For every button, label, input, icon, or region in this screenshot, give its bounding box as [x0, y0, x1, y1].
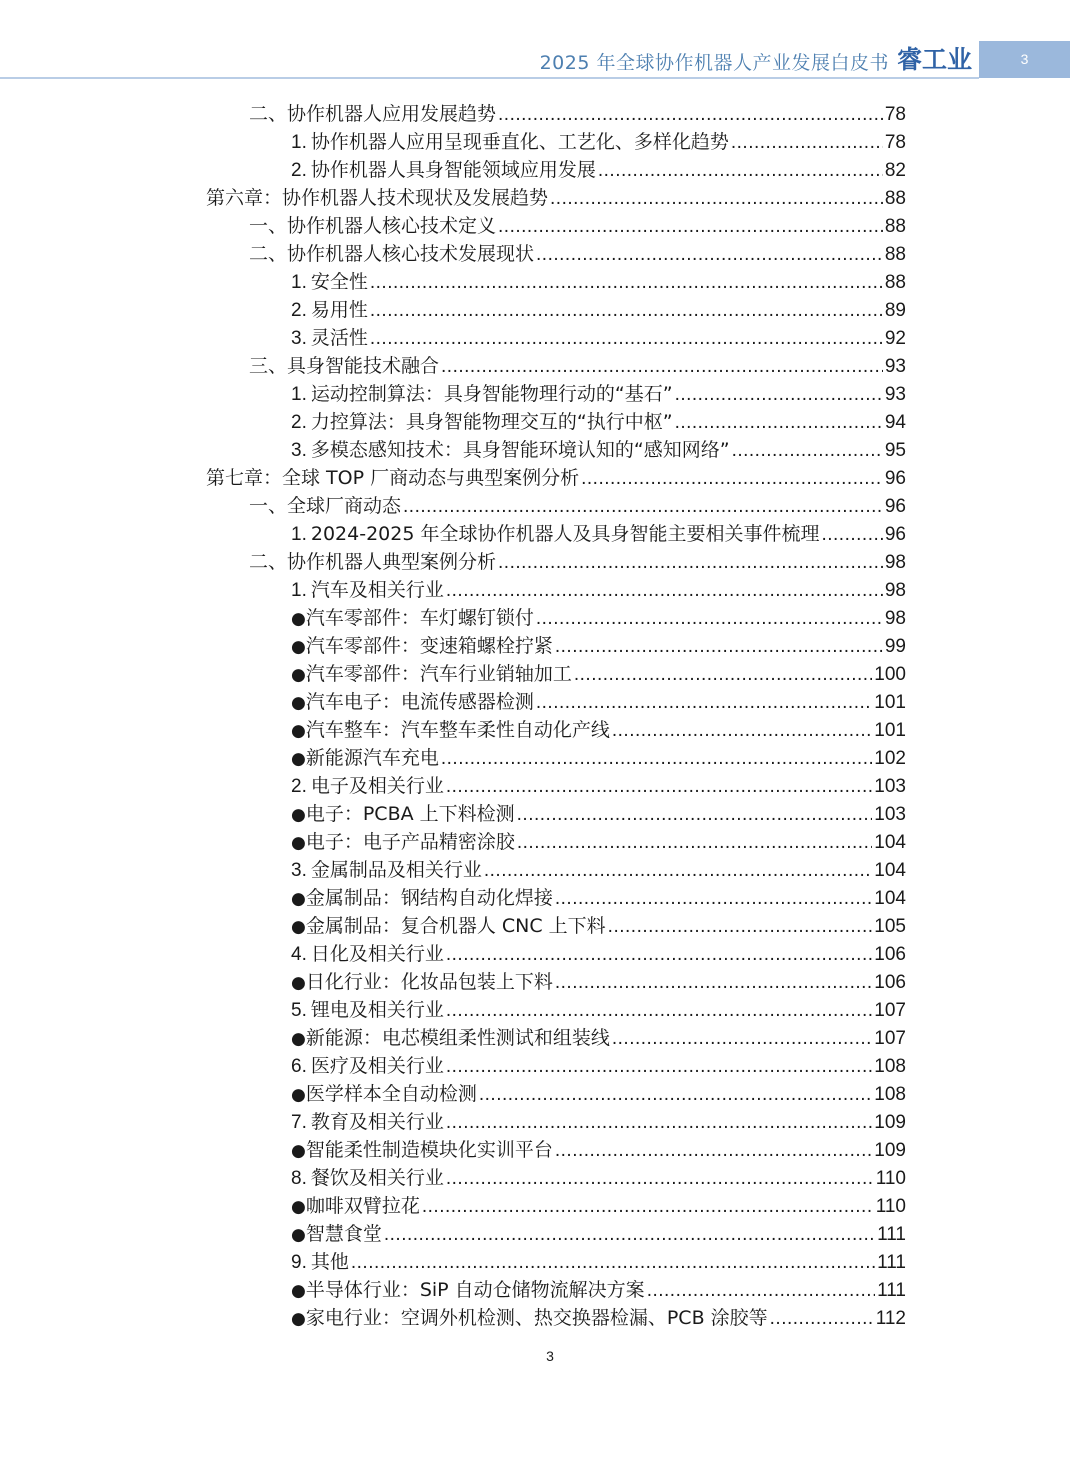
toc-entry-page: 111: [877, 1224, 906, 1245]
toc-entry-number: 8.: [291, 1168, 307, 1189]
toc-entry-label: 锂电及相关行业: [310, 999, 444, 1021]
toc-entry-page: 112: [875, 1308, 906, 1329]
toc-entry-page: 109: [874, 1112, 906, 1133]
bullet-icon: ●: [291, 665, 306, 685]
toc-entry-label: 安全性: [310, 271, 368, 293]
toc-entry-page: 94: [884, 412, 906, 433]
bullet-icon: ●: [291, 749, 306, 769]
bullet-icon: ●: [291, 889, 306, 909]
toc-entry[interactable]: [291, 1304, 906, 1332]
toc-entry-page: 96: [884, 524, 906, 545]
toc-entry-page: 98: [884, 580, 906, 601]
dot-leader: [675, 381, 883, 409]
toc-entry-label: 汽车及相关行业: [310, 579, 444, 601]
toc-entry-page: 78: [884, 132, 906, 153]
toc-entry-label: 教育及相关行业: [310, 1111, 444, 1133]
dot-leader: [422, 1193, 874, 1221]
dot-leader: [731, 129, 883, 157]
toc-entry-label: 汽车零部件：变速箱螺栓拧紧: [305, 635, 553, 657]
toc-entry-page: 106: [874, 972, 906, 993]
toc-entry[interactable]: [291, 884, 906, 912]
toc-entry[interactable]: [249, 212, 906, 240]
toc-entry[interactable]: [291, 1108, 906, 1136]
toc-entry-page: 82: [884, 160, 906, 181]
toc-entry-label: 金属制品：复合机器人 CNC 上下料: [305, 915, 606, 937]
dot-leader: [536, 689, 872, 717]
dot-leader: [446, 997, 872, 1025]
toc-entry[interactable]: [206, 184, 906, 212]
toc-entry-label: 金属制品及相关行业: [310, 859, 482, 881]
dot-leader: [498, 549, 883, 577]
toc-entry-page: 88: [884, 188, 906, 209]
bullet-icon: ●: [291, 637, 306, 657]
dot-leader: [446, 1109, 872, 1137]
toc-entry-label: 2024-2025 年全球协作机器人及具身智能主要相关事件梳理: [310, 523, 820, 545]
toc-entry-page: 98: [884, 552, 906, 573]
toc-entry-page: 88: [884, 216, 906, 237]
toc-entry-label: 运动控制算法：具身智能物理行动的“基石”: [310, 383, 673, 405]
toc-entry-page: 93: [884, 356, 906, 377]
toc-entry-number: 1.: [291, 132, 307, 153]
toc-entry[interactable]: [291, 660, 906, 688]
toc-entry-page: 101: [874, 720, 906, 741]
toc-entry-number: 3.: [291, 328, 307, 349]
toc-entry-number: 3.: [291, 860, 307, 881]
toc-entry-label: 电子：电子产品精密涂胶: [305, 831, 515, 853]
bullet-icon: ●: [291, 1309, 306, 1329]
bullet-icon: ●: [291, 917, 306, 937]
toc-entry-page: 108: [874, 1084, 906, 1105]
bullet-icon: ●: [291, 1029, 306, 1049]
dot-leader: [441, 745, 872, 773]
toc-entry[interactable]: [291, 380, 906, 408]
toc-entry-page: 98: [884, 608, 906, 629]
footer-page-number: 3: [546, 1348, 554, 1364]
toc-entry[interactable]: [291, 604, 906, 632]
toc-entry[interactable]: [291, 716, 906, 744]
toc-entry-label: 新能源汽车充电: [305, 747, 439, 769]
toc-entry-label: 新能源：电芯模组柔性测试和组装线: [305, 1027, 610, 1049]
bullet-icon: ●: [291, 1085, 306, 1105]
dot-leader: [555, 885, 872, 913]
toc-entry-number: 9.: [291, 1252, 307, 1273]
toc-entry-number: 2.: [291, 412, 307, 433]
toc-entry-label: 智慧食堂: [305, 1223, 382, 1245]
toc-entry-page: 107: [874, 1000, 906, 1021]
toc-entry-label: 汽车零部件：汽车行业销轴加工: [305, 663, 572, 685]
toc-entry-label: 易用性: [310, 299, 368, 321]
toc-entry-label: 多模态感知技术：具身智能环境认知的“感知网络”: [310, 439, 730, 461]
toc-entry-page: 105: [874, 916, 906, 937]
toc-entry-page: 108: [874, 1056, 906, 1077]
toc-entry-number: 4.: [291, 944, 307, 965]
toc-entry[interactable]: [249, 240, 906, 268]
bullet-icon: ●: [291, 609, 306, 629]
dot-leader: [555, 1137, 872, 1165]
dot-leader: [446, 1165, 874, 1193]
toc-entry-page: 89: [884, 300, 906, 321]
dot-leader: [821, 521, 882, 549]
dot-leader: [517, 829, 872, 857]
toc-entry-label: 协作机器人典型案例分析: [287, 551, 497, 573]
toc-entry-label: 日化及相关行业: [310, 943, 444, 965]
toc-entry-label: 日化行业：化妆品包装上下料: [305, 971, 553, 993]
toc-entry-label: 半导体行业：SiP 自动仓储物流解决方案: [305, 1279, 645, 1301]
toc-entry[interactable]: [249, 492, 906, 520]
toc-entry-page: 110: [875, 1168, 906, 1189]
toc-entry[interactable]: [291, 1192, 906, 1220]
header-page-number: 3: [979, 41, 1070, 78]
toc-entry-page: 88: [884, 272, 906, 293]
toc-entry-label: 医疗及相关行业: [310, 1055, 444, 1077]
toc-entry[interactable]: [291, 520, 906, 548]
toc-entry-number: 2.: [291, 776, 307, 797]
dot-leader: [612, 1025, 872, 1053]
bullet-icon: ●: [291, 721, 306, 741]
dot-leader: [555, 969, 872, 997]
toc-entry[interactable]: [291, 576, 906, 604]
bullet-icon: ●: [291, 833, 306, 853]
toc-entry-label: 具身智能技术融合: [287, 355, 440, 377]
toc-entry-number: 6.: [291, 1056, 307, 1077]
toc-entry-number: 3.: [291, 440, 307, 461]
toc-entry[interactable]: [291, 296, 906, 324]
toc-entry[interactable]: [291, 772, 906, 800]
toc-entry-number: 1.: [291, 272, 307, 293]
toc-entry[interactable]: [249, 100, 906, 128]
toc-entry-page: 111: [877, 1280, 906, 1301]
toc-entry[interactable]: [291, 800, 906, 828]
toc-entry-number: 一、: [249, 495, 288, 517]
dot-leader: [517, 801, 873, 829]
toc-entry-label: 汽车电子：电流传感器检测: [305, 691, 534, 713]
toc-entry[interactable]: [206, 464, 906, 492]
toc-entry-page: 104: [874, 888, 906, 909]
toc-entry-page: 99: [884, 636, 906, 657]
toc-entry-label: 电子及相关行业: [310, 775, 444, 797]
toc-entry[interactable]: [291, 688, 906, 716]
toc-entry-page: 96: [884, 468, 906, 489]
toc-entry-label: 协作机器人应用发展趋势: [287, 103, 497, 125]
toc-entry-page: 103: [874, 804, 906, 825]
toc-entry-label: 医学样本全自动检测: [305, 1083, 477, 1105]
toc-entry-label: 协作机器人核心技术定义: [287, 215, 497, 237]
dot-leader: [550, 185, 883, 213]
dot-leader: [581, 465, 883, 493]
toc-entry-number: 1.: [291, 524, 307, 545]
toc-entry-label: 第七章：全球 TOP 厂商动态与典型案例分析: [206, 467, 580, 489]
toc-entry-number: 1.: [291, 580, 307, 601]
toc-entry[interactable]: [291, 408, 906, 436]
toc-entry-label: 智能柔性制造模块化实训平台: [305, 1139, 553, 1161]
toc-entry[interactable]: [291, 1080, 906, 1108]
dot-leader: [498, 101, 883, 129]
toc-entry[interactable]: [249, 548, 906, 576]
toc-entry[interactable]: [291, 1248, 906, 1276]
toc-entry-label: 汽车零部件：车灯螺钉锁付: [305, 607, 534, 629]
toc-entry-number: 一、: [249, 215, 288, 237]
toc-entry[interactable]: [291, 968, 906, 996]
toc-entry-label: 协作机器人具身智能领域应用发展: [310, 159, 596, 181]
document-title: 2025 年全球协作机器人产业发展白皮书: [539, 52, 889, 74]
dot-leader: [370, 269, 883, 297]
toc-entry-label: 灵活性: [310, 327, 368, 349]
toc-entry-label: 其他: [310, 1251, 349, 1273]
dot-leader: [446, 1053, 872, 1081]
dot-leader: [370, 325, 883, 353]
toc-entry-number: 2.: [291, 160, 307, 181]
toc-entry[interactable]: [291, 156, 906, 184]
toc-entry-number: 二、: [249, 243, 288, 265]
toc-entry[interactable]: [291, 128, 906, 156]
dot-leader: [351, 1249, 875, 1277]
dot-leader: [446, 941, 872, 969]
toc-entry[interactable]: [291, 996, 906, 1024]
toc-entry-page: 102: [874, 748, 906, 769]
bullet-icon: ●: [291, 1141, 306, 1161]
dot-leader: [441, 353, 883, 381]
toc-entry-number: 5.: [291, 1000, 307, 1021]
dot-leader: [384, 1221, 875, 1249]
toc-entry[interactable]: [291, 1164, 906, 1192]
header-divider: [0, 77, 979, 79]
dot-leader: [647, 1277, 875, 1305]
dot-leader: [446, 773, 872, 801]
toc-entry-number: 二、: [249, 103, 288, 125]
toc-entry-page: 103: [874, 776, 906, 797]
toc-entry[interactable]: [291, 436, 906, 464]
bullet-icon: ●: [291, 693, 306, 713]
toc-entry-page: 88: [884, 244, 906, 265]
toc-entry[interactable]: [291, 632, 906, 660]
toc-entry-number: 三、: [249, 355, 288, 377]
toc-entry-number: 1.: [291, 384, 307, 405]
dot-leader: [446, 577, 883, 605]
dot-leader: [536, 241, 883, 269]
dot-leader: [555, 633, 883, 661]
toc-entry-number: 2.: [291, 300, 307, 321]
toc-entry[interactable]: [291, 940, 906, 968]
bullet-icon: ●: [291, 1225, 306, 1245]
dot-leader: [370, 297, 883, 325]
dot-leader: [536, 605, 883, 633]
dot-leader: [608, 913, 873, 941]
toc-entry[interactable]: [291, 744, 906, 772]
toc-entry[interactable]: [291, 324, 906, 352]
bullet-icon: ●: [291, 1197, 306, 1217]
brand-name: 睿工业: [896, 45, 972, 74]
toc-entry-page: 100: [874, 664, 906, 685]
toc-entry-label: 第六章：协作机器人技术现状及发展趋势: [206, 187, 549, 209]
bullet-icon: ●: [291, 1281, 306, 1301]
toc-entry-label: 咖啡双臂拉花: [305, 1195, 420, 1217]
toc-entry[interactable]: [291, 268, 906, 296]
dot-leader: [574, 661, 872, 689]
toc-entry[interactable]: [291, 1276, 906, 1304]
toc-entry-page: 107: [874, 1028, 906, 1049]
toc-entry[interactable]: [291, 1052, 906, 1080]
toc-entry-page: 93: [884, 384, 906, 405]
toc-entry-page: 109: [874, 1140, 906, 1161]
bullet-icon: ●: [291, 805, 306, 825]
toc-entry-label: 协作机器人应用呈现垂直化、工艺化、多样化趋势: [310, 131, 729, 153]
dot-leader: [484, 857, 872, 885]
toc-entry-label: 汽车整车：汽车整车柔性自动化产线: [305, 719, 610, 741]
dot-leader: [598, 157, 883, 185]
toc-entry[interactable]: [291, 1136, 906, 1164]
toc-entry-page: 101: [874, 692, 906, 713]
dot-leader: [479, 1081, 872, 1109]
dot-leader: [770, 1305, 874, 1333]
toc-entry[interactable]: [291, 828, 906, 856]
toc-entry-page: 104: [874, 832, 906, 853]
bullet-icon: ●: [291, 973, 306, 993]
toc-entry-label: 力控算法：具身智能物理交互的“执行中枢”: [310, 411, 673, 433]
toc-entry-page: 78: [884, 104, 906, 125]
toc-entry-label: 全球厂商动态: [287, 495, 402, 517]
toc-entry-page: 92: [884, 328, 906, 349]
toc-entry-label: 电子：PCBA 上下料检测: [305, 803, 515, 825]
toc-entry[interactable]: [291, 1024, 906, 1052]
toc-entry[interactable]: [291, 1220, 906, 1248]
toc-entry-page: 104: [874, 860, 906, 881]
dot-leader: [403, 493, 883, 521]
dot-leader: [675, 409, 883, 437]
toc-entry-page: 110: [875, 1196, 906, 1217]
toc-entry-page: 106: [874, 944, 906, 965]
toc-entry-page: 96: [884, 496, 906, 517]
toc-entry-label: 金属制品：钢结构自动化焊接: [305, 887, 553, 909]
toc-entry[interactable]: [249, 352, 906, 380]
toc-entry[interactable]: [291, 856, 906, 884]
dot-leader: [498, 213, 883, 241]
toc-entry-label: 协作机器人核心技术发展现状: [287, 243, 535, 265]
toc-entry-number: 二、: [249, 551, 288, 573]
dot-leader: [732, 437, 883, 465]
toc-entry-label: 家电行业：空调外机检测、热交换器检漏、PCB 涂胶等: [305, 1307, 768, 1329]
toc-entry-number: 7.: [291, 1112, 307, 1133]
toc-entry-label: 餐饮及相关行业: [310, 1167, 444, 1189]
dot-leader: [612, 717, 872, 745]
toc-entry-page: 95: [884, 440, 906, 461]
toc-entry[interactable]: [291, 912, 906, 940]
toc-entry-page: 111: [877, 1252, 906, 1273]
